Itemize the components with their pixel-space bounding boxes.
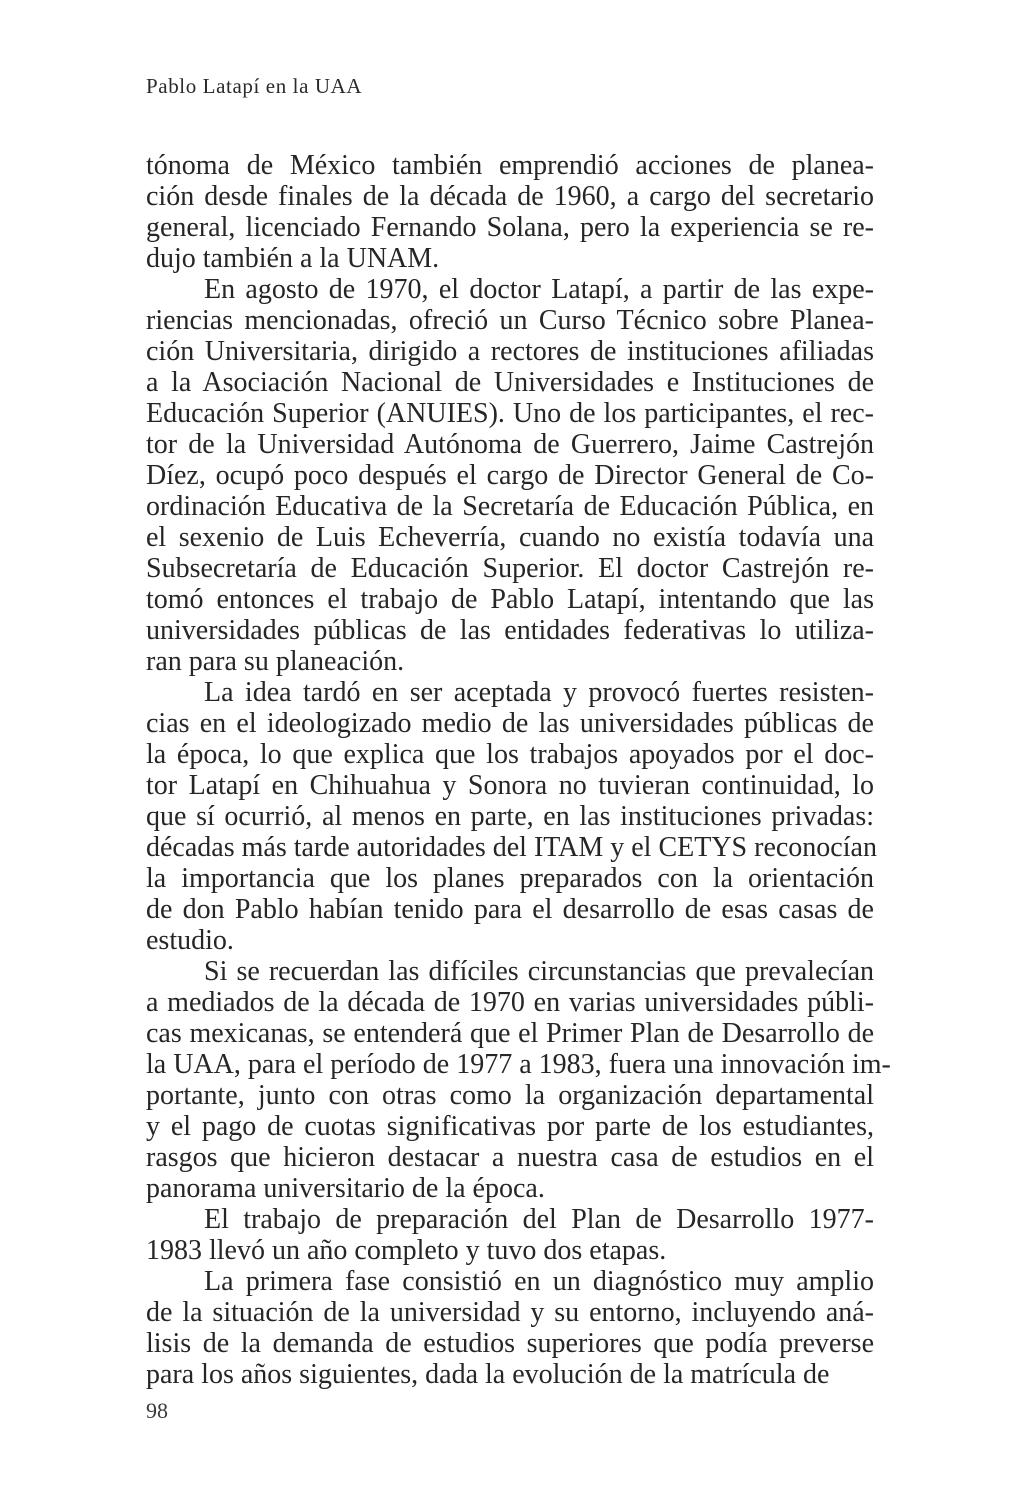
text-line: lisis de la demanda de estudios superiores que podía preverse <box>146 1328 874 1359</box>
paragraph <box>146 677 877 956</box>
text-line: riencias mencionadas, ofreció un Curso Técnico sobre Planea- <box>146 305 874 336</box>
text-line: tor de la Universidad Autónoma de Guerrero, Jaime Castrejón <box>146 429 874 460</box>
paragraph <box>146 1204 874 1266</box>
text-line: Educación Superior (ANUIES). Uno de los participantes, el rec- <box>146 398 874 429</box>
paragraph <box>146 1266 874 1390</box>
paragraph <box>146 956 891 1204</box>
text-line: décadas más tarde autoridades del ITAM y el CETYS reconocían <box>146 832 877 863</box>
text-line: universidades públicas de las entidades federativas lo utiliza- <box>146 615 874 646</box>
text-line: cias en el ideologizado medio de las universidades públicas de <box>146 708 874 739</box>
text-line: tomó entonces el trabajo de Pablo Latapí, intentando que las <box>146 584 874 615</box>
paragraph <box>146 150 874 274</box>
text-line: tónoma de México también emprendió acciones de planea- <box>146 150 874 181</box>
text-line: de don Pablo habían tenido para el desarrollo de esas casas de <box>146 894 874 925</box>
text-line: portante, junto con otras como la organización departamental <box>146 1080 874 1111</box>
text-line: general, licenciado Fernando Solana, pero la experiencia se re- <box>146 212 874 243</box>
text-line: la UAA, para el período de 1977 a 1983, fuera una innovación im- <box>146 1049 891 1080</box>
text-line: ran para su planeación. <box>146 646 405 677</box>
text-line: ción Universitaria, dirigido a rectores de instituciones afiliadas <box>146 336 874 367</box>
text-line: El trabajo de preparación del Plan de Desarrollo 1977- <box>204 1204 874 1235</box>
text-line: panorama universitario de la época. <box>146 1173 545 1204</box>
text-line: estudio. <box>146 925 234 956</box>
running-head <box>146 74 362 99</box>
text-line: para los años siguientes, dada la evolución de la matrícula de <box>146 1359 830 1390</box>
text-line: ordinación Educativa de la Secretaría de Educación Pública, en <box>146 491 874 522</box>
text-line: la importancia que los planes preparados con la orientación <box>146 863 874 894</box>
text-line: a la Asociación Nacional de Universidades e Instituciones de <box>146 367 874 398</box>
text-line: que sí ocurrió, al menos en parte, en las instituciones privadas: <box>146 801 874 832</box>
text-line: La primera fase consistió en un diagnóstico muy amplio <box>204 1266 874 1297</box>
text-line: rasgos que hicieron destacar a nuestra casa de estudios en el <box>146 1142 874 1173</box>
text-line: Díez, ocupó poco después el cargo de Director General de Co- <box>146 460 874 491</box>
text-line: Si se recuerdan las difíciles circunstancias que prevalecían <box>204 956 874 987</box>
text-line: cas mexicanas, se entenderá que el Primer Plan de Desarrollo de <box>146 1018 874 1049</box>
text-line: Subsecretaría de Educación Superior. El doctor Castrejón re- <box>146 553 874 584</box>
text-line: y el pago de cuotas significativas por parte de los estudiantes, <box>146 1111 874 1142</box>
page-number: 98 <box>146 1398 168 1423</box>
text-line: 1983 llevó un año completo y tuvo dos etapas. <box>146 1235 667 1266</box>
text-line: En agosto de 1970, el doctor Latapí, a partir de las expe- <box>204 274 874 305</box>
text-line: el sexenio de Luis Echeverría, cuando no existía todavía una <box>146 522 874 553</box>
text-line: de la situación de la universidad y su entorno, incluyendo aná- <box>146 1297 874 1328</box>
text-line: la época, lo que explica que los trabajos apoyados por el doc- <box>146 739 874 770</box>
running-head-text: Pablo Latapí en la UAA <box>146 74 363 98</box>
text-line: dujo también a la UNAM. <box>146 243 440 274</box>
text-line: La idea tardó en ser aceptada y provocó fuertes resisten- <box>204 677 874 708</box>
text-line: tor Latapí en Chihuahua y Sonora no tuvieran continuidad, lo <box>146 770 874 801</box>
text-line: a mediados de la década de 1970 en varias universidades públi- <box>146 987 874 1018</box>
paragraph <box>146 274 874 677</box>
text-line: ción desde finales de la década de 1960, a cargo del secretario <box>146 181 874 212</box>
body-text <box>146 150 891 1390</box>
